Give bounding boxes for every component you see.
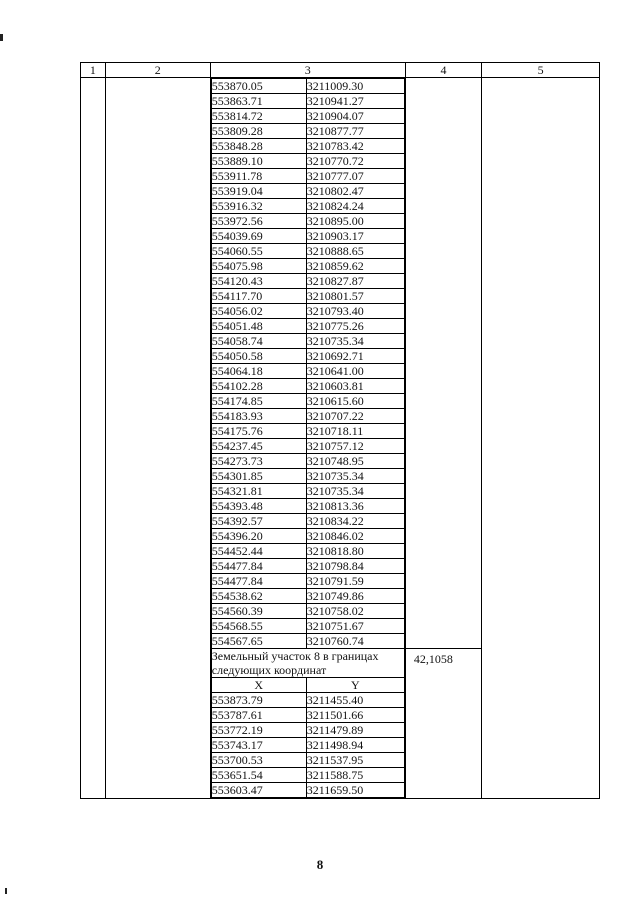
coordinate-row: [211, 469, 404, 484]
y-value: 3210775.26: [306, 319, 404, 334]
x-value: 553889.10: [211, 154, 306, 169]
x-value: 554560.39: [211, 604, 306, 619]
y-value: 3210692.71: [306, 349, 404, 364]
plot-7-coordinate-rows: [211, 79, 404, 649]
col-5-cell: [482, 78, 600, 799]
coordinate-row: [211, 334, 404, 349]
coordinate-row: [211, 289, 404, 304]
coordinate-list: [211, 78, 405, 798]
x-value: 553603.47: [211, 783, 306, 798]
coordinate-row: [211, 244, 404, 259]
x-value: 554568.55: [211, 619, 306, 634]
x-value: 553848.28: [211, 139, 306, 154]
y-value: 3210941.27: [306, 94, 404, 109]
plot-8-xy-header-row: [211, 678, 404, 693]
coordinate-row: [211, 738, 404, 753]
x-value: 553787.61: [211, 708, 306, 723]
scan-mark-top-left: [0, 34, 3, 41]
coordinate-row: [211, 529, 404, 544]
x-value: 554477.84: [211, 574, 306, 589]
x-value: 554051.48: [211, 319, 306, 334]
plot-8-area: 42,1058: [406, 648, 481, 666]
x-value: 554120.43: [211, 274, 306, 289]
x-value: 553809.28: [211, 124, 306, 139]
header-col-4: 4: [405, 63, 481, 78]
x-value: 554039.69: [211, 229, 306, 244]
y-value: 3210895.00: [306, 214, 404, 229]
x-value: 554174.85: [211, 394, 306, 409]
y-value: 3210791.59: [306, 574, 404, 589]
coordinates-cell: [210, 78, 405, 799]
y-value: 3210707.22: [306, 409, 404, 424]
coordinate-row: [211, 319, 404, 334]
y-value: 3210751.67: [306, 619, 404, 634]
y-value: 3210783.42: [306, 139, 404, 154]
coordinate-row: [211, 274, 404, 289]
x-value: 554056.02: [211, 304, 306, 319]
x-value: 553814.72: [211, 109, 306, 124]
y-value: 3211659.50: [306, 783, 404, 798]
plot-8-caption: Земельный участок 8 в границах следующих координат: [211, 649, 404, 678]
y-value: 3210718.11: [306, 424, 404, 439]
area-cell: [405, 78, 481, 799]
x-value: 554392.57: [211, 514, 306, 529]
y-value: 3210615.60: [306, 394, 404, 409]
x-value: 553873.79: [211, 693, 306, 708]
y-value: 3210748.95: [306, 454, 404, 469]
y-value: 3211537.95: [306, 753, 404, 768]
y-value: 3210757.12: [306, 439, 404, 454]
x-value: 554301.85: [211, 469, 306, 484]
x-value: 554064.18: [211, 364, 306, 379]
coordinate-row: [211, 619, 404, 634]
y-value: 3210888.65: [306, 244, 404, 259]
y-value: 3210802.47: [306, 184, 404, 199]
coordinate-row: [211, 139, 404, 154]
table-body-row: [81, 78, 600, 799]
y-value: 3211455.40: [306, 693, 404, 708]
x-value: 554477.84: [211, 559, 306, 574]
x-value: 553651.54: [211, 768, 306, 783]
x-value: 553863.71: [211, 94, 306, 109]
x-value: 554060.55: [211, 244, 306, 259]
x-value: 554102.28: [211, 379, 306, 394]
coordinates-table: [80, 62, 600, 799]
y-value: 3210760.74: [306, 634, 404, 649]
coordinate-row: [211, 349, 404, 364]
page-number: 8: [316, 857, 324, 872]
x-column-header: X: [211, 678, 306, 693]
coordinate-row: [211, 544, 404, 559]
coordinate-row: [211, 154, 404, 169]
y-value: 3210818.80: [306, 544, 404, 559]
y-value: 3210859.62: [306, 259, 404, 274]
coordinate-row: [211, 214, 404, 229]
coordinate-row: [211, 708, 404, 723]
y-value: 3211501.66: [306, 708, 404, 723]
header-col-5: 5: [482, 63, 600, 78]
coordinate-row: [211, 454, 404, 469]
y-value: 3210877.77: [306, 124, 404, 139]
col-1-cell: [81, 78, 106, 799]
coordinate-row: [211, 753, 404, 768]
plot-8-coordinate-rows: [211, 693, 404, 798]
coordinate-row: [211, 514, 404, 529]
x-value: 554058.74: [211, 334, 306, 349]
scan-mark-bottom-left: [5, 888, 7, 894]
x-value: 553911.78: [211, 169, 306, 184]
coordinate-row: [211, 439, 404, 454]
coordinate-row: [211, 634, 404, 649]
x-value: 554567.65: [211, 634, 306, 649]
coordinate-row: [211, 783, 404, 798]
x-value: 554075.98: [211, 259, 306, 274]
x-value: 553772.19: [211, 723, 306, 738]
header-col-1: 1: [81, 63, 106, 78]
x-value: 553972.56: [211, 214, 306, 229]
coordinate-row: [211, 693, 404, 708]
coordinate-row: [211, 184, 404, 199]
coordinate-row: [211, 109, 404, 124]
coordinate-row: [211, 484, 404, 499]
x-value: 554538.62: [211, 589, 306, 604]
header-col-2: 2: [105, 63, 210, 78]
coordinate-row: [211, 259, 404, 274]
x-value: 554273.73: [211, 454, 306, 469]
coordinate-row: [211, 768, 404, 783]
y-value: 3210904.07: [306, 109, 404, 124]
y-value: 3210735.34: [306, 484, 404, 499]
coordinate-row: [211, 604, 404, 619]
y-value: 3210813.36: [306, 499, 404, 514]
y-value: 3210824.24: [306, 199, 404, 214]
coordinate-row: [211, 199, 404, 214]
coordinate-row: [211, 124, 404, 139]
coordinate-row: [211, 589, 404, 604]
x-value: 553919.04: [211, 184, 306, 199]
y-column-header: Y: [306, 678, 404, 693]
coordinate-row: [211, 394, 404, 409]
y-value: 3210641.00: [306, 364, 404, 379]
x-value: 554117.70: [211, 289, 306, 304]
coordinate-row: [211, 424, 404, 439]
y-value: 3210801.57: [306, 289, 404, 304]
y-value: 3210735.34: [306, 334, 404, 349]
coordinate-row: [211, 499, 404, 514]
y-value: 3210749.86: [306, 589, 404, 604]
x-value: 554175.76: [211, 424, 306, 439]
coordinate-row: [211, 364, 404, 379]
plot-8-caption-row: [211, 649, 404, 678]
y-value: 3210793.40: [306, 304, 404, 319]
coordinate-row: [211, 94, 404, 109]
coordinate-row: [211, 379, 404, 394]
coordinate-row: [211, 409, 404, 424]
coordinate-row: [211, 229, 404, 244]
y-value: 3211588.75: [306, 768, 404, 783]
x-value: 554237.45: [211, 439, 306, 454]
y-value: 3210735.34: [306, 469, 404, 484]
y-value: 3210834.22: [306, 514, 404, 529]
coordinate-row: [211, 79, 404, 94]
x-value: 554393.48: [211, 499, 306, 514]
coordinate-row: [211, 304, 404, 319]
y-value: 3210798.84: [306, 559, 404, 574]
col-2-cell: [105, 78, 210, 799]
coordinate-row: [211, 574, 404, 589]
x-value: 553870.05: [211, 79, 306, 94]
coordinate-row: [211, 559, 404, 574]
x-value: 553916.32: [211, 199, 306, 214]
x-value: 553743.17: [211, 738, 306, 753]
y-value: 3210758.02: [306, 604, 404, 619]
table-header-row: [81, 63, 600, 78]
y-value: 3211479.89: [306, 723, 404, 738]
x-value: 554396.20: [211, 529, 306, 544]
y-value: 3210777.07: [306, 169, 404, 184]
x-value: 554050.58: [211, 349, 306, 364]
x-value: 554452.44: [211, 544, 306, 559]
x-value: 554321.81: [211, 484, 306, 499]
y-value: 3210846.02: [306, 529, 404, 544]
coordinate-row: [211, 723, 404, 738]
x-value: 553700.53: [211, 753, 306, 768]
coordinate-row: [211, 169, 404, 184]
y-value: 3210903.17: [306, 229, 404, 244]
x-value: 554183.93: [211, 409, 306, 424]
y-value: 3211009.30: [306, 79, 404, 94]
y-value: 3210827.87: [306, 274, 404, 289]
y-value: 3210603.81: [306, 379, 404, 394]
y-value: 3210770.72: [306, 154, 404, 169]
header-col-3: 3: [210, 63, 405, 78]
y-value: 3211498.94: [306, 738, 404, 753]
